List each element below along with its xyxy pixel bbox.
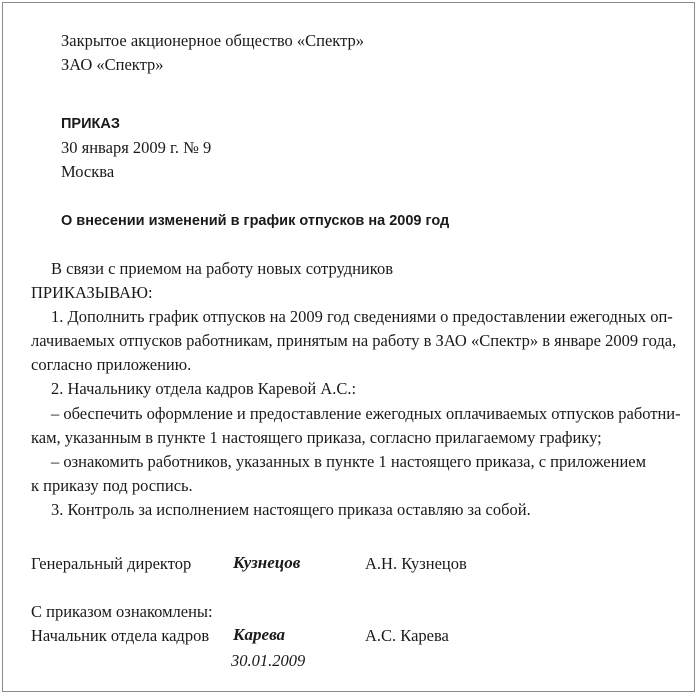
body-line: согласно приложению. [31,355,192,374]
acknowledged-label: С приказом ознакомлены: [31,602,213,621]
body-line: 1. Дополнить график отпусков на 2009 год сведениями о предоставлении ежегодных оп- [51,307,673,326]
order-title: ПРИКАЗ [61,116,120,132]
order-preamble: В связи с приемом на работу новых сотрудников [51,259,393,278]
order-subject: О внесении изменений в график отпусков на 2009 год [61,213,450,229]
body-line: 3. Контроль за исполнением настоящего приказа оставляю за собой. [51,500,531,519]
order-directive: ПРИКАЗЫВАЮ: [31,283,153,302]
order-city: Москва [61,162,115,181]
hr-signature: Карева [233,625,286,644]
hr-acknowledgement-date: 30.01.2009 [231,651,306,670]
organization-full-name: Закрытое акционерное общество «Спектр» [61,31,365,50]
body-line: – обеспечить оформление и предоставление ежегодных оплачиваемых отпусков работни- [51,404,681,423]
organization-short-name: ЗАО «Спектр» [61,55,164,74]
director-name: А.Н. Кузнецов [365,554,467,573]
director-position: Генеральный директор [31,554,192,573]
order-date-number: 30 января 2009 г. № 9 [61,138,212,157]
hr-name: А.С. Карева [365,626,449,645]
document-page [2,2,695,692]
body-line: 2. Начальнику отдела кадров Каревой А.С.: [51,379,357,398]
body-line: кам, указанным в пункте 1 настоящего приказа, согласно прилагаемому графику; [31,428,602,447]
director-signature: Кузнецов [233,553,301,572]
body-line: лачиваемых отпусков работникам, принятым на работу в ЗАО «Спектр» в январе 2009 года, [31,331,677,350]
hr-position: Начальник отдела кадров [31,626,210,645]
body-line: к приказу под роспись. [31,476,193,495]
body-line: – ознакомить работников, указанных в пункте 1 настоящего приказа, с приложением [51,452,647,471]
